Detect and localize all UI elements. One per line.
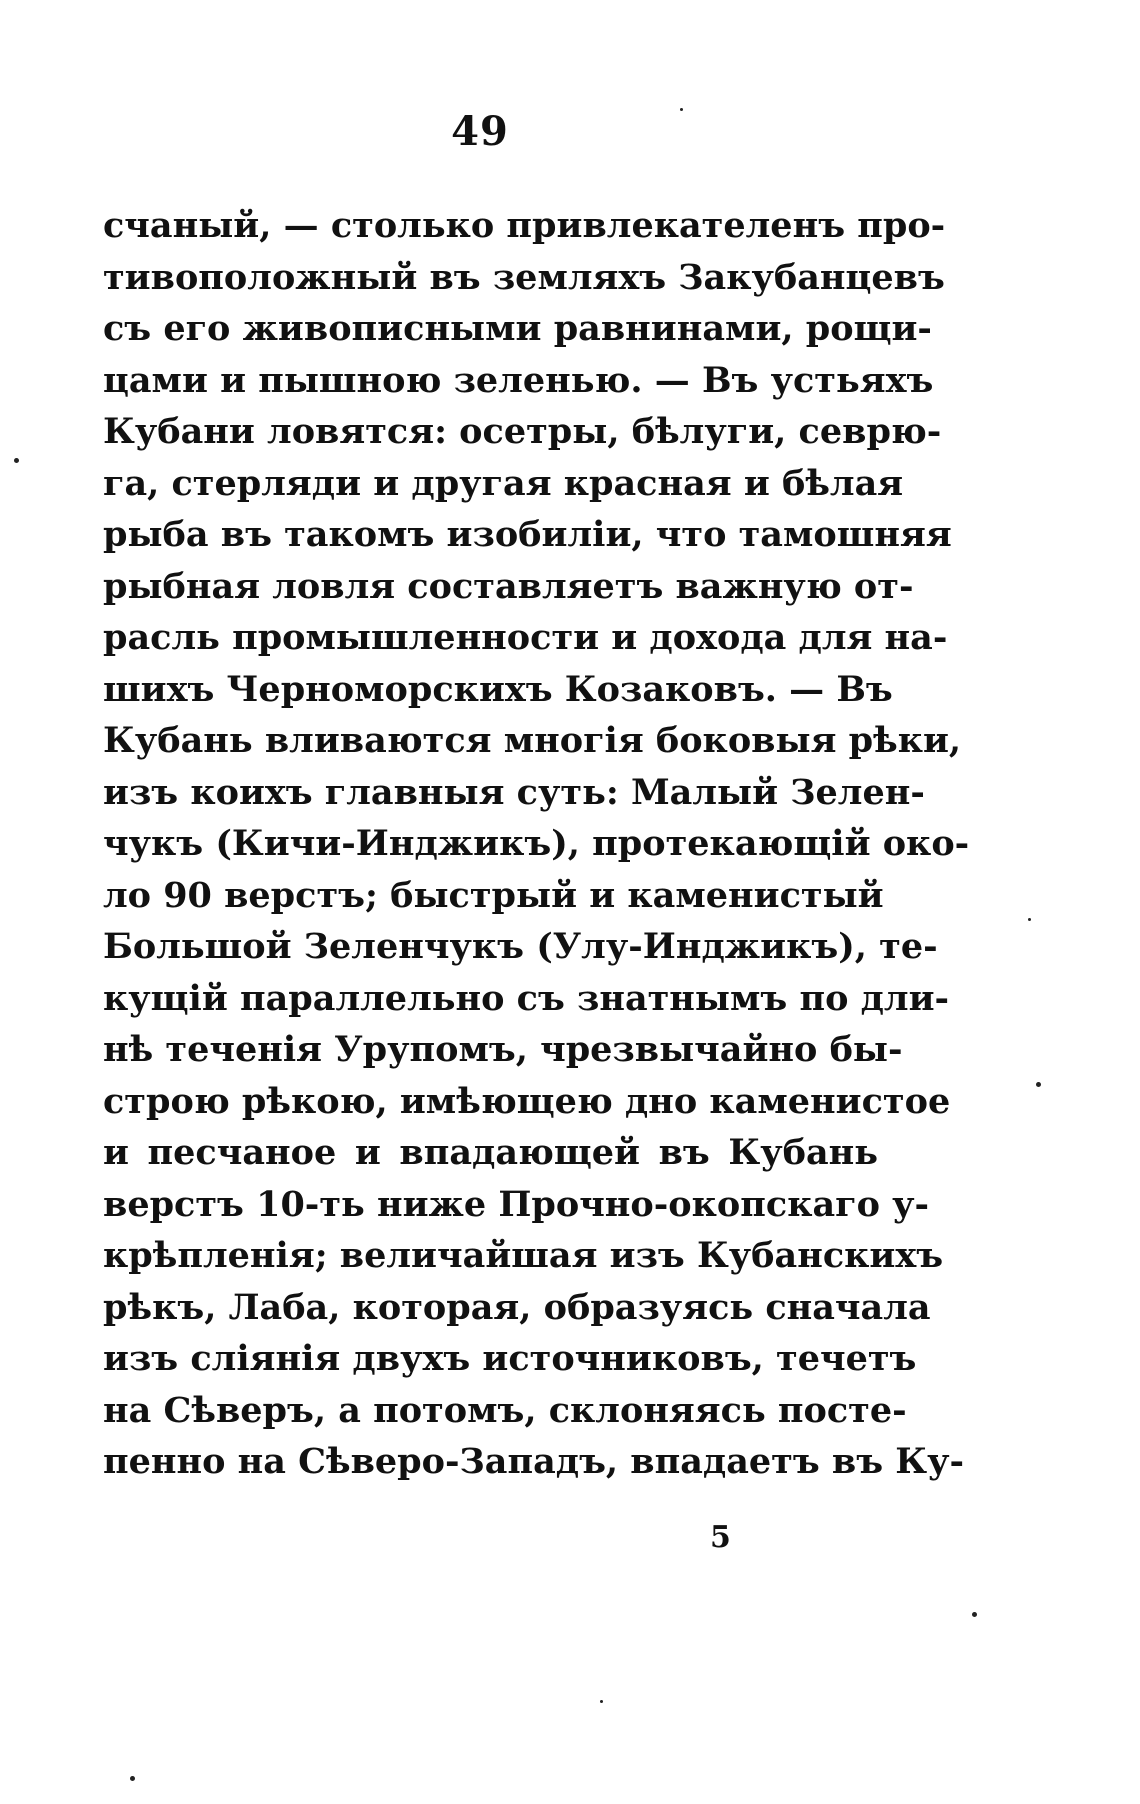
- page-number: 49: [451, 108, 509, 155]
- text-line: кущій параллельно съ знатнымъ по дли-: [103, 977, 950, 1019]
- text-line: на Сѣверъ, а потомъ, склоняясь посте-: [103, 1389, 907, 1431]
- text-line: расль промышленности и дохода для на-: [103, 617, 948, 658]
- text-line: рыба въ такомъ изобиліи, что тамошняя: [103, 514, 952, 555]
- text-line: рѣкъ, Лаба, которая, образуясь сначала: [103, 1286, 931, 1328]
- text-line: крѣпленія; величайшая изъ Кубанскихъ: [103, 1235, 944, 1276]
- body-text: [103, 200, 970, 1488]
- text-line: Большой Зеленчукъ (Улу-Инджикъ), те-: [103, 926, 938, 967]
- text-line: тивоположный въ земляхъ Закубанцевъ: [103, 256, 945, 298]
- text-line: съ его живописными равнинами, рощи-: [103, 308, 932, 349]
- text-line: га, стерляди и другая красная и бѣлая: [103, 462, 904, 504]
- signature-mark: 5: [710, 1520, 731, 1555]
- text-line: чукъ (Кичи-Инджикъ), протекающій око-: [103, 823, 970, 864]
- text-line: шихъ Черноморскихъ Козаковъ. — Въ: [103, 668, 893, 710]
- scan-speck: [600, 1700, 603, 1703]
- scan-speck: [1028, 918, 1031, 921]
- text-line: изъ сліянія двухъ источниковъ, течетъ: [103, 1338, 917, 1379]
- scan-speck: [1036, 1082, 1041, 1087]
- scan-speck: [972, 1612, 977, 1617]
- text-line: верстъ 10-ть ниже Прочно-окопскаго у-: [103, 1183, 930, 1225]
- text-line: и песчаное и впадающей въ Кубань: [103, 1132, 878, 1173]
- text-line: цами и пышною зеленью. — Въ устьяхъ: [103, 359, 934, 401]
- text-line: пенно на Сѣверо-Западъ, впадаетъ въ Ку-: [103, 1441, 965, 1482]
- scan-speck: [14, 458, 19, 463]
- text-line: счаный, — столько привлекателенъ про-: [103, 205, 946, 246]
- text-line: ло 90 верстъ; быстрый и каменистый: [103, 874, 884, 916]
- text-line: нѣ теченія Урупомъ, чрезвычайно бы-: [103, 1029, 903, 1070]
- scan-speck: [680, 108, 683, 111]
- text-line: изъ коихъ главныя суть: Малый Зелен-: [103, 771, 925, 813]
- text-line: Кубани ловятся: осетры, бѣлуги, севрю-: [103, 411, 942, 452]
- scan-speck: [130, 1776, 135, 1781]
- text-line: рыбная ловля составляетъ важную от-: [103, 565, 914, 607]
- text-line: Кубань вливаются многія боковыя рѣки,: [103, 720, 962, 761]
- text-line: строю рѣкою, имѣющею дно каменистое: [103, 1080, 951, 1122]
